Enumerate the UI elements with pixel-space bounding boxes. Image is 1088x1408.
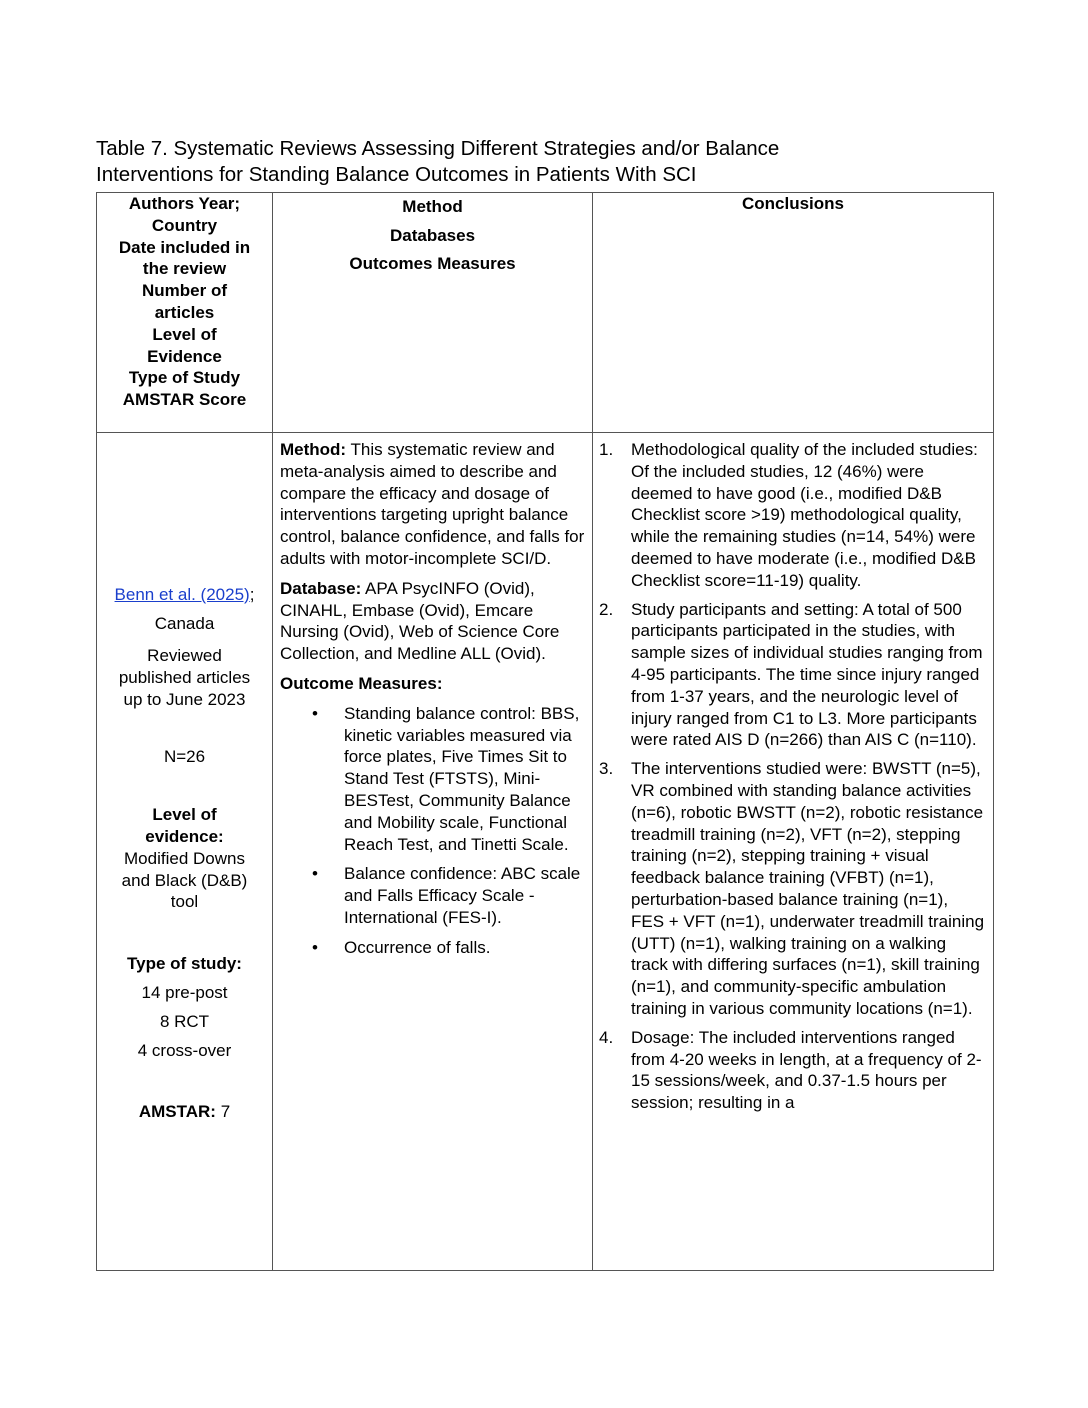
citation-link[interactable]: Benn et al. (2025) <box>114 585 250 605</box>
database-label: Database: <box>280 578 362 598</box>
review-date <box>103 645 266 710</box>
amstar-score <box>103 1101 266 1123</box>
caption-line-2: Interventions for Standing Balance Outcomes in Patients With SCI <box>96 163 697 186</box>
list-item-text: Standing balance control: BBS, kinetic variables measured via force plates, Five Times Sit to Stand Test (FTSTS), Mini-BESTest, Community Balance and Mobility scale, Functional Reach Test, and Tinetti Scale. <box>344 703 580 854</box>
list-item <box>599 1027 985 1114</box>
header-line: Type of Study <box>128 368 241 388</box>
header-conclusions <box>593 193 994 433</box>
level-value: Modified Downs <box>124 848 245 868</box>
list-item-text: Study participants and setting: A total of 500 participants participated in the studies, with sample sizes of individual studies ranging from 4-95 participants. The time since injury ranged from 1-37 years, and the neurologic level of injury ranged from C1 to L3. More participants were rated AIS D (n=266) than AIS C (n=110). <box>631 599 983 750</box>
caption-line-1: Table 7. Systematic Reviews Assessing Different Strategies and/or Balance <box>96 137 780 160</box>
item-number: 3. <box>599 759 614 779</box>
type-of-study <box>103 949 266 1065</box>
citation <box>103 580 266 609</box>
table-caption <box>96 136 996 188</box>
list-item <box>599 599 985 752</box>
list-item <box>280 937 586 959</box>
database-text: APA PsycINFO (Ovid), CINAHL, Embase (Ovid), Emcare Nursing (Ovid), Web of Science Core Collection, and Medline ALL (Ovid). <box>280 578 560 664</box>
systematic-reviews-table <box>96 192 994 1271</box>
list-item-text: The interventions studied were: BWSTT (n=5), VR combined with standing balance activities (n=6), robotic BWSTT (n=2), robotic resistance treadmill training (n=2), VFT (n=2), stepping training (n=2), stepping training + visual feedback balance training (VFBT) (n=1), perturbation-based balance training (n=1), FES + VFT (n=1), underwater treadmill training (UTT) (n=1), walking training on a walking track with differing surfaces (n=1), skill training (n=1), and community-specific ambulation training in various community locations (n=1). <box>631 759 985 1018</box>
outcome-label: Outcome Measures: <box>280 673 443 693</box>
method-paragraph <box>280 439 586 570</box>
country: Canada <box>154 614 215 634</box>
header-line: Date included in <box>118 237 251 257</box>
level-of-evidence <box>103 804 266 913</box>
amstar-value: 7 <box>215 1102 231 1122</box>
list-item-text: Dosage: The included interventions ranged from 4-20 weeks in length, at a frequency of 2-15 sessions/week, and 0.37-1.5 hours per session; resulting in a <box>631 1027 982 1113</box>
method-text: This systematic review and meta-analysis aimed to describe and compare the efficacy and dosage of interventions targeting upright balance control, balance confidence, and falls for adults with motor-incomplete SCI/D. <box>280 440 585 568</box>
conclusions-cell <box>593 433 994 1271</box>
header-authors <box>97 193 273 433</box>
review-date-line: Reviewed <box>147 646 222 666</box>
review-date-line: up to June 2023 <box>123 689 246 709</box>
outcome-list <box>280 703 586 959</box>
header-line: Conclusions <box>741 194 844 213</box>
header-line: Method <box>402 197 463 216</box>
header-line: the review <box>142 259 227 279</box>
list-item-text: Methodological quality of the included studies: Of the included studies, 12 (46%) were deemed to have good (i.e., modified D&B Checklist score >19) methodological quality, while the remaining studies (n=14, 54%) were deemed to have moderate (i.e., modified D&B Checklist score=11-19) quality. <box>631 440 978 590</box>
item-number: 2. <box>599 599 614 619</box>
header-line: Outcomes Measures <box>349 254 516 273</box>
item-number: 4. <box>599 1027 614 1047</box>
list-item-text: Balance confidence: ABC scale and Falls Efficacy Scale - International (FES-I). <box>344 864 581 927</box>
bullet-icon: • <box>312 703 318 723</box>
article-count: N=26 <box>163 747 206 767</box>
review-date-line: published articles <box>118 667 251 687</box>
header-line: Evidence <box>147 346 222 366</box>
table-header-row <box>97 193 994 433</box>
amstar-label: AMSTAR: <box>138 1102 216 1122</box>
bullet-icon: • <box>312 937 318 957</box>
item-number: 1. <box>599 440 614 459</box>
authors-cell <box>97 433 273 1271</box>
database-paragraph <box>280 578 586 665</box>
table-row <box>97 433 994 1271</box>
header-line: Country <box>151 215 218 235</box>
list-item <box>280 863 586 928</box>
level-label: Level of <box>152 805 217 825</box>
method-label: Method: <box>280 440 347 459</box>
outcome-heading <box>280 673 586 695</box>
list-item <box>599 758 985 1020</box>
header-line: Level of <box>152 324 217 344</box>
conclusions-list <box>599 439 985 1114</box>
header-line: Databases <box>389 225 476 245</box>
list-item <box>599 439 985 592</box>
citation-suffix: ; <box>249 585 255 605</box>
header-line: AMSTAR Score <box>122 390 247 410</box>
header-line: Number of <box>142 281 227 301</box>
study-type: 14 pre-post <box>141 983 228 1003</box>
type-label: Type of study: <box>127 954 242 974</box>
level-value: and Black (D&B) <box>121 870 248 890</box>
header-line: articles <box>154 302 215 322</box>
method-cell <box>273 433 593 1271</box>
bullet-icon: • <box>312 864 318 884</box>
study-type: 8 RCT <box>159 1012 210 1032</box>
level-label: evidence: <box>145 827 224 846</box>
list-item <box>280 703 586 856</box>
study-type: 4 cross-over <box>137 1041 232 1061</box>
header-method <box>273 193 593 433</box>
header-line: Authors Year; <box>128 194 241 213</box>
level-value: tool <box>170 892 199 912</box>
list-item-text: Occurrence of falls. <box>344 937 491 957</box>
